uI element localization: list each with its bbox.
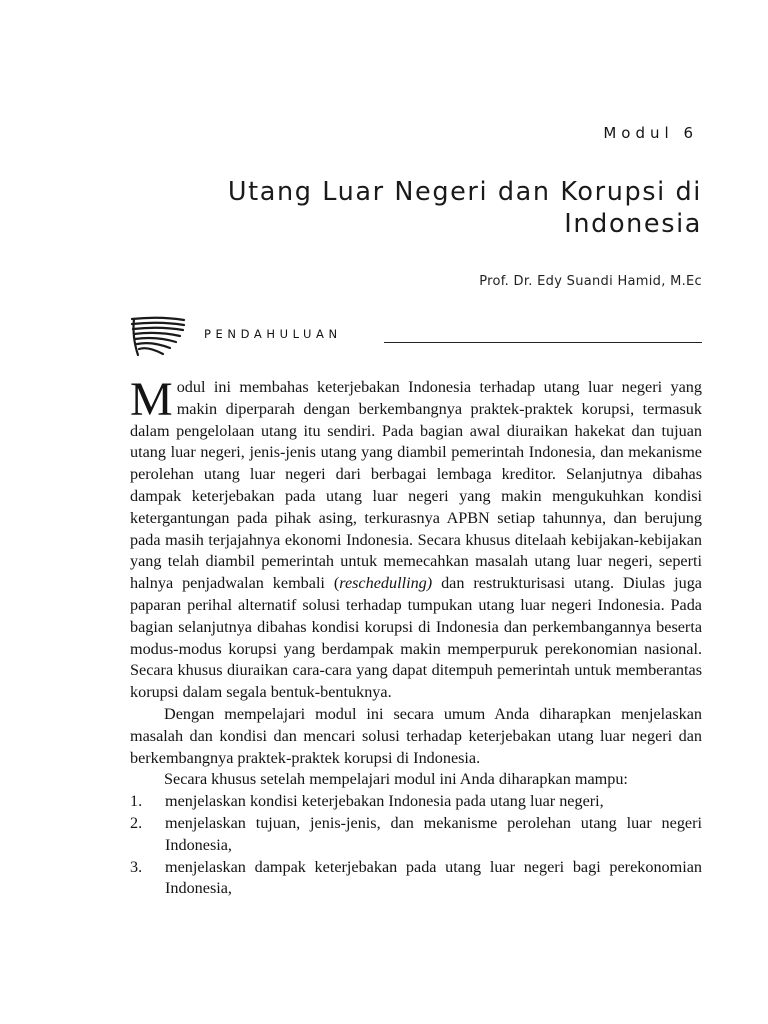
- drop-cap: M: [130, 373, 173, 426]
- swirl-lines-icon: [130, 315, 186, 357]
- list-item-text: menjelaskan tujuan, jenis-jenis, dan mekanisme perolehan utang luar negeri Indonesia,: [165, 813, 702, 854]
- intro-paragraph: [130, 373, 702, 704]
- list-item: [130, 791, 702, 813]
- intro-text-start: odul ini membahas keterjebakan Indonesia terhadap utang luar negeri yang makin diperparah dengan berkembangnya praktek-praktek korupsi, termasuk dalam pengelolaan utang itu sendiri. Pada bagian awal diuraikan hakekat dan tujuan utang luar negeri, jenis-jenis utang yang diambil pemerintah Indonesia, dan mekanisme perolehan utang luar negeri dari berbagai lembaga kreditor. Selanjutnya dibahas dampak keterjebakan pada utang luar negeri yang makin mengukuhkan kondisi ketergantungan pada pihak asing, terkurasnya APBN setiap tahunnya, dan berujung pada masih terjajahnya ekonomi Indonesia. Secara khusus ditelaah kebijakan-kebijakan yang telah diambil pemerintah untuk memecahkan masalah utang luar negeri, seperti halnya penjadwalan kembali (: [130, 378, 702, 593]
- list-item-text: menjelaskan dampak keterjebakan pada utang luar negeri bagi perekonomian Indonesia,: [165, 857, 702, 898]
- list-item-text: menjelaskan kondisi keterjebakan Indonesia pada utang luar negeri,: [165, 792, 604, 811]
- author: Prof. Dr. Edy Suandi Hamid, M.Ec: [479, 274, 702, 289]
- list-item-number: 3.: [130, 857, 143, 876]
- intro-text-end: dan restrukturisasi utang. Diulas juga paparan perihal alternatif solusi terhadap tumpukan utang luar negeri Indonesia. Pada bagian selanjutnya dibahas kondisi korupsi di Indonesia dan perkembangannya beserta modus-modus korupsi yang berdampak makin memperpuruk perekonomian nasional. Secara khusus diuraikan cara-cara yang dapat ditempuh pemerintah untuk memberantas korupsi dalam segala bentuk-bentuknya.: [130, 574, 702, 702]
- general-objective-paragraph: Dengan mempelajari modul ini secara umum Anda diharapkan menjelaskan masalah dan kondisi dan mencari solusi terhadap keterjebakan utang luar negeri dan berkembangnya praktek-praktek korupsi di Indonesia.: [130, 704, 702, 767]
- objectives-list: [130, 791, 702, 900]
- page-title: Utang Luar Negeri dan Korupsi di Indonesia: [227, 177, 702, 239]
- italic-term: reschedulling): [339, 574, 433, 593]
- section-heading: PENDAHULUAN: [204, 327, 342, 341]
- module-number: Modul 6: [603, 124, 698, 142]
- list-item-number: 2.: [130, 813, 143, 832]
- body-text: [130, 373, 702, 900]
- list-item-number: 1.: [130, 792, 143, 811]
- list-item: [130, 813, 702, 857]
- specific-objective-intro: Secara khusus setelah mempelajari modul ini Anda diharapkan mampu:: [164, 770, 628, 789]
- list-item: [130, 857, 702, 901]
- heading-rule: [384, 342, 702, 343]
